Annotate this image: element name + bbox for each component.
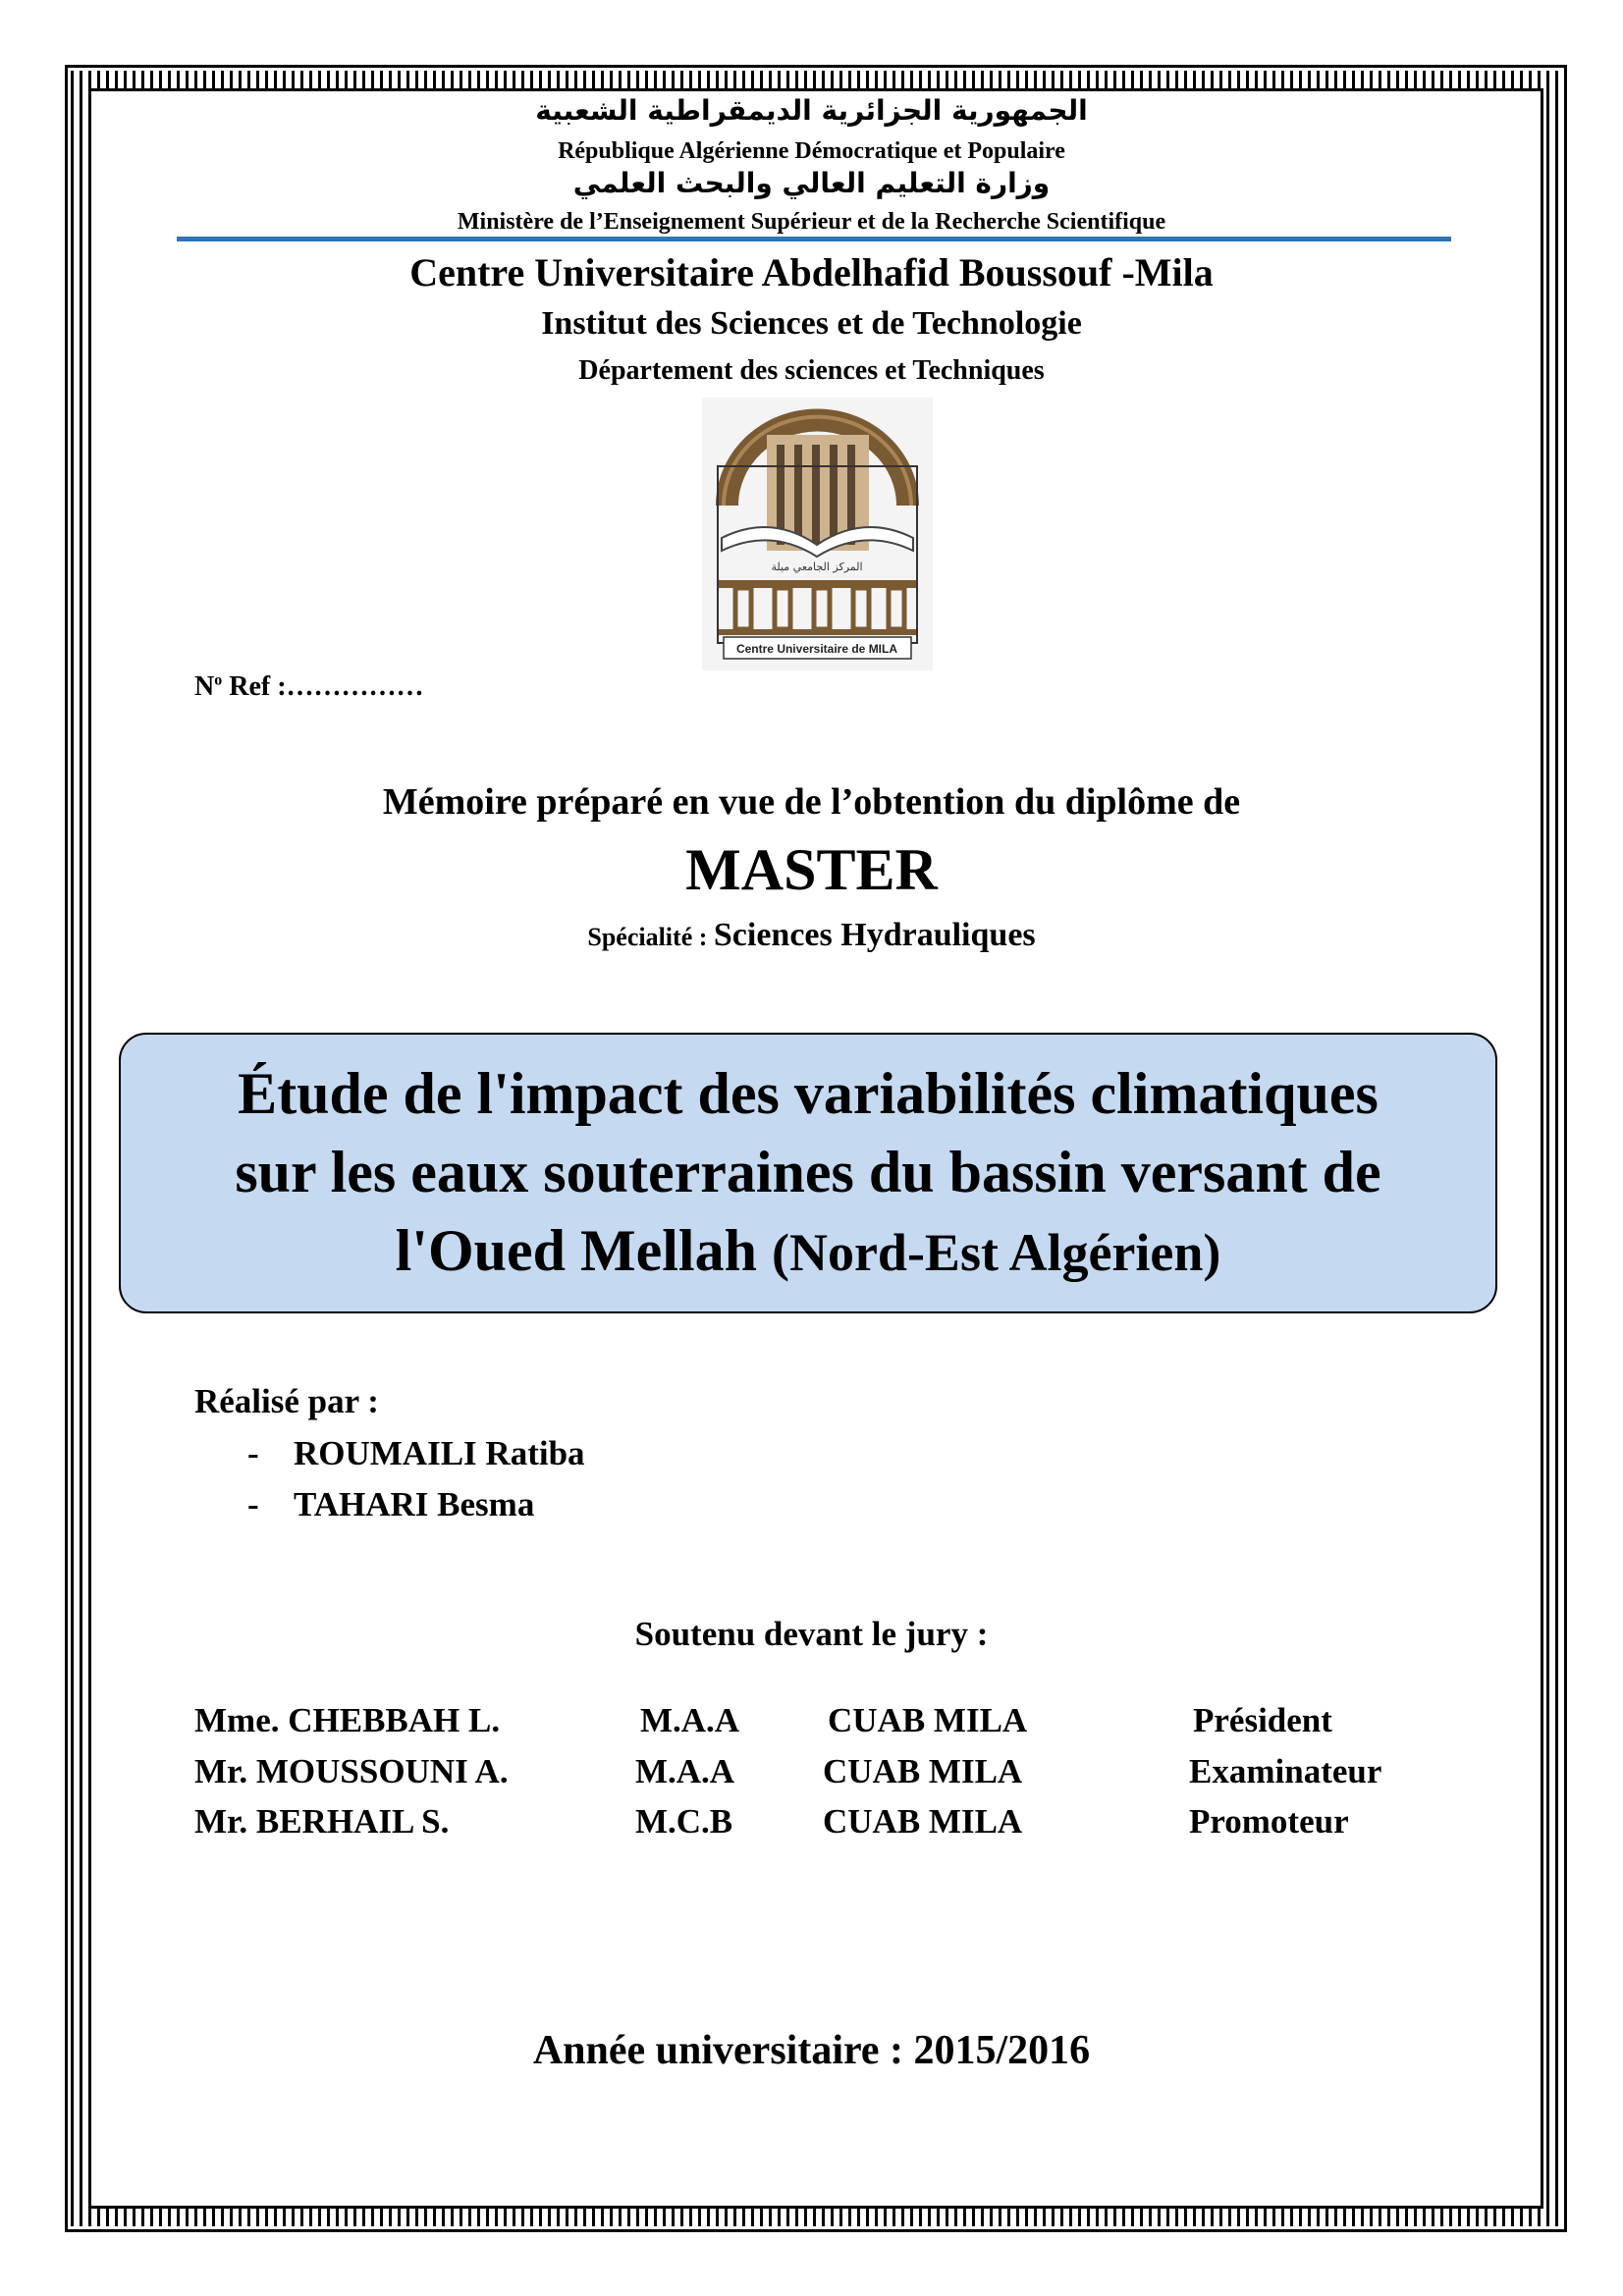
jury-row (0, 1701, 1623, 1745)
university-name: Centre Universitaire Abdelhafid Boussouf -Mila (409, 250, 1214, 294)
thesis-title-box (119, 1033, 1497, 1313)
jury-member-name: Mr. MOUSSOUNI A. (194, 1752, 509, 1790)
thesis-title-line-2: sur les eaux souterraines du bassin versant de (235, 1140, 1381, 1204)
jury-member-role: Promoteur (1189, 1802, 1349, 1841)
jury-member-institution: CUAB MILA (828, 1701, 1028, 1739)
thesis-title-line-3: l'Oued Mellah (Nord-Est Algérien) (395, 1218, 1221, 1283)
jury-member-name: Mme. CHEBBAH L. (194, 1701, 501, 1739)
jury-row (0, 1752, 1623, 1796)
jury-member-role: Examinateur (1189, 1752, 1382, 1790)
jury-member-institution: CUAB MILA (823, 1752, 1023, 1790)
author-name-2: TAHARI Besma (294, 1485, 535, 1523)
logo-caption: Centre Universitaire de MILA (735, 642, 898, 656)
author-name-1: ROUMAILI Ratiba (294, 1434, 585, 1472)
ministry-line: Ministère de l’Enseignement Supérieur et de la Recherche Scientifique (457, 209, 1166, 235)
jury-member-name: Mr. BERHAIL S. (194, 1802, 450, 1841)
institute-name: Institut des Sciences et de Technologie (541, 305, 1082, 342)
header-rule (177, 237, 1451, 241)
degree-intro: Mémoire préparé en vue de l’obtention du diplôme de (382, 781, 1241, 823)
author-dash-1: - (247, 1434, 259, 1472)
jury-label: Soutenu devant le jury : (634, 1615, 989, 1653)
arabic-ministry-line: وزارة التعليم العالي والبحث العلمي (572, 167, 1051, 199)
reference-number: $N^o$ Ref :…………… (194, 671, 424, 702)
republic-line: République Algérienne Démocratique et Populaire (558, 138, 1065, 164)
department-name: Département des sciences et Techniques (578, 355, 1045, 386)
arabic-republic-line: الجمهورية الجزائرية الديمقراطية الشعبية (535, 94, 1088, 127)
degree-level: MASTER (685, 837, 938, 902)
speciality-line: Spécialité : Sciences Hydrauliques (587, 917, 1036, 953)
jury-member-grade: M.A.A (640, 1701, 740, 1739)
author-dash-2: - (247, 1485, 259, 1523)
academic-year: Année universitaire : 2015/2016 (532, 2028, 1091, 2073)
university-logo (702, 398, 933, 670)
thesis-title-line-1: Étude de l'impact des variabilités climatiques (238, 1061, 1379, 1126)
jury-member-institution: CUAB MILA (823, 1802, 1023, 1841)
jury-member-grade: M.A.A (635, 1752, 735, 1790)
jury-row (0, 1802, 1623, 1846)
logo-arabic-text: المركز الجامعي ميلة (771, 561, 863, 573)
authors-label: Réalisé par : (194, 1382, 379, 1420)
jury-member-grade: M.C.B (635, 1802, 733, 1841)
jury-member-role: Président (1193, 1701, 1332, 1739)
